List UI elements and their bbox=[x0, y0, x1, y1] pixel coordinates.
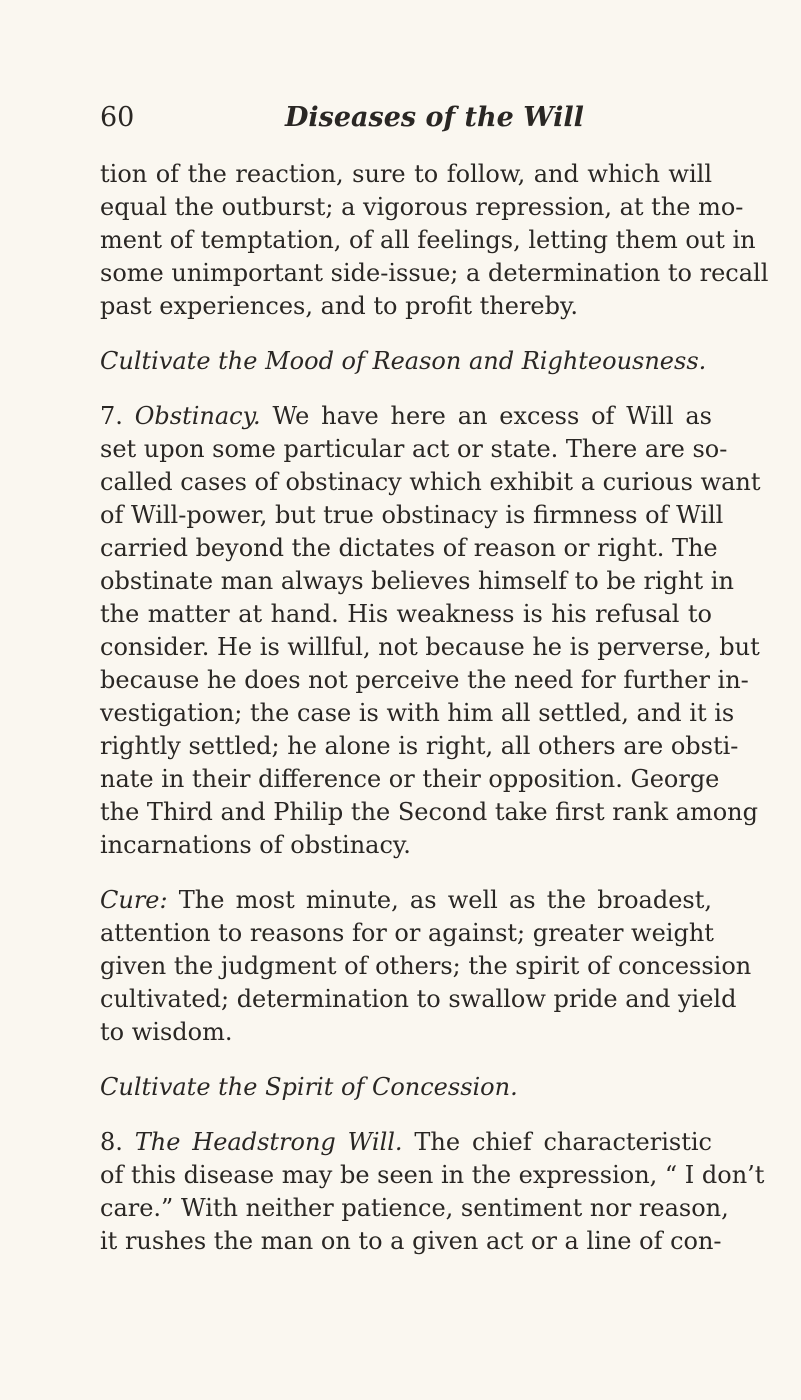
text-line: vestigation; the case is with him all settled, and it is bbox=[100, 699, 735, 727]
book-page bbox=[100, 100, 769, 1258]
section-number: 8. bbox=[100, 1128, 123, 1156]
text-line: tion of the reaction, sure to follow, and which will bbox=[100, 160, 712, 188]
text-line: attention to reasons for or against; greater weight bbox=[100, 919, 714, 947]
cure-label: Cure: bbox=[100, 886, 168, 914]
text-line: it rushes the man on to a given act or a line of con- bbox=[100, 1227, 722, 1255]
text-line: the Third and Philip the Second take first rank among bbox=[100, 798, 758, 826]
section-obstinacy bbox=[100, 400, 761, 862]
text-line: set upon some particular act or state. There are so- bbox=[100, 435, 728, 463]
text-line: carried beyond the dictates of reason or right. The bbox=[100, 534, 718, 562]
section-heading: The Headstrong Will. bbox=[134, 1128, 403, 1156]
maxim-reason bbox=[100, 345, 712, 378]
page-number: 60 bbox=[100, 102, 135, 133]
cure-paragraph bbox=[100, 884, 752, 1049]
text-line: because he does not perceive the need for further in- bbox=[100, 666, 749, 694]
text-fragment: The most minute, as well as the broadest, bbox=[178, 886, 712, 914]
text-line: called cases of obstinacy which exhibit a curious want bbox=[100, 468, 761, 496]
text-line: obstinate man always believes himself to be right in bbox=[100, 567, 734, 595]
text-line bbox=[100, 884, 712, 917]
section-heading: Obstinacy. bbox=[134, 402, 261, 430]
section-number: 7. bbox=[100, 402, 123, 430]
text-line: equal the outburst; a vigorous repression, at the mo- bbox=[100, 193, 744, 221]
text-fragment: We have here an excess of Will as bbox=[272, 402, 712, 430]
section-headstrong-will bbox=[100, 1126, 765, 1258]
text-line: consider. He is willful, not because he is perverse, but bbox=[100, 633, 760, 661]
text-line: ment of temptation, of all feelings, letting them out in bbox=[100, 226, 756, 254]
text-line: care.” With neither patience, sentiment nor reason, bbox=[100, 1194, 729, 1222]
text-line bbox=[100, 400, 712, 433]
text-line: some unimportant side-issue; a determination to recall bbox=[100, 259, 769, 287]
text-line: cultivated; determination to swallow pride and yield bbox=[100, 985, 737, 1013]
text-fragment: The chief characteristic bbox=[414, 1128, 712, 1156]
text-line: rightly settled; he alone is right, all others are obsti- bbox=[100, 732, 739, 760]
running-head bbox=[100, 100, 712, 150]
text-line: past experiences, and to profit thereby. bbox=[100, 292, 578, 320]
text-line: incarnations of obstinacy. bbox=[100, 831, 411, 859]
text-line: given the judgment of others; the spirit of concession bbox=[100, 952, 752, 980]
running-title: Diseases of the Will bbox=[285, 102, 584, 133]
text-line: nate in their difference or their opposition. George bbox=[100, 765, 720, 793]
maxim-concession bbox=[100, 1071, 712, 1104]
text-line bbox=[100, 1126, 712, 1159]
paragraph-1 bbox=[100, 158, 769, 323]
text-line: the matter at hand. His weakness is his refusal to bbox=[100, 600, 712, 628]
maxim-line: Cultivate the Mood of Reason and Righteousness. bbox=[100, 347, 707, 375]
text-line: to wisdom. bbox=[100, 1018, 233, 1046]
text-line: of Will-power, but true obstinacy is firmness of Will bbox=[100, 501, 724, 529]
text-line: of this disease may be seen in the expression, “ I don’t bbox=[100, 1161, 765, 1189]
maxim-line: Cultivate the Spirit of Concession. bbox=[100, 1073, 518, 1101]
